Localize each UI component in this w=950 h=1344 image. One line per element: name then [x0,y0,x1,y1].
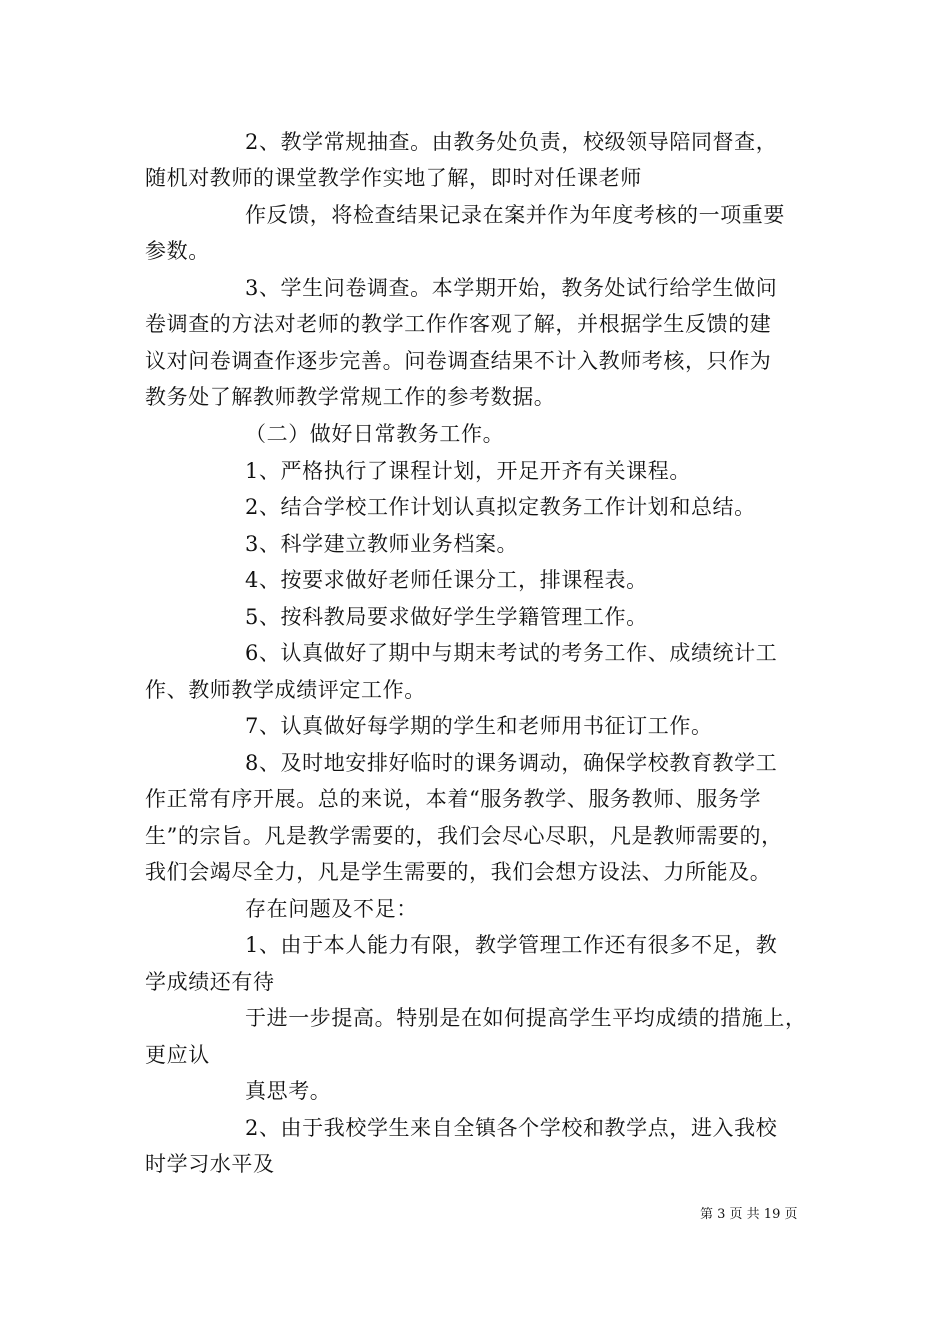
text-line: 5、按科教局要求做好学生学籍管理工作。 [245,605,648,629]
text-line: 作反馈，将检查结果记录在案并作为年度考核的一项重要 [245,203,785,227]
text-line: 时学习水平及 [145,1152,275,1176]
text-line: 1、由于本人能力有限，教学管理工作还有很多不足，教 [245,933,778,957]
text-line: 作、教师教学成绩评定工作。 [145,678,426,702]
text-line: 卷调查的方法对老师的教学工作作客观了解，并根据学生反馈的建 [145,312,772,336]
text-line: 参数。 [145,239,210,263]
text-line: 2、由于我校学生来自全镇各个学校和教学点，进入我校 [245,1116,778,1140]
text-line: 1、严格执行了课程计划，开足开齐有关课程。 [245,459,691,483]
section-heading: 存在问题及不足： [245,897,418,921]
text-line: 生”的宗旨。凡是教学需要的，我们会尽心尽职，凡是教师需要的， [145,824,783,848]
text-line: 更应认 [145,1043,210,1067]
text-line: 3、学生问卷调查。本学期开始，教务处试行给学生做问 [245,276,778,300]
text-line: 3、科学建立教师业务档案。 [245,532,519,556]
text-line: 2、教学常规抽查。由教务处负责，校级领导陪同督查， [245,130,778,154]
text-line: 6、认真做好了期中与期末考试的考务工作、成绩统计工 [245,641,778,665]
text-line: 7、认真做好每学期的学生和老师用书征订工作。 [245,714,713,738]
text-line: 8、及时地安排好临时的课务调动，确保学校教育教学工 [245,751,778,775]
text-line: 议对问卷调查作逐步完善。问卷调查结果不计入教师考核，只作为 [145,349,772,373]
text-line: 4、按要求做好老师任课分工，排课程表。 [245,568,648,592]
text-line: 于进一步提高。特别是在如何提高学生平均成绩的措施上， [245,1006,807,1030]
text-line: 真思考。 [245,1079,332,1103]
section-heading: （二）做好日常教务工作。 [245,422,505,446]
text-line: 学成绩还有待 [145,970,275,994]
page-number: 第 3 页 共 19 页 [700,1207,798,1222]
text-line: 我们会竭尽全力，凡是学生需要的，我们会想方设法、力所能及。 [145,860,772,884]
text-line: 随机对教师的课堂教学作实地了解，即时对任课老师 [145,166,642,190]
text-line: 2、结合学校工作计划认真拟定教务工作计划和总结。 [245,495,756,519]
text-line: 作正常有序开展。总的来说，本着“服务教学、服务教师、服务学 [145,787,762,811]
text-line: 教务处了解教师教学常规工作的参考数据。 [145,385,556,409]
